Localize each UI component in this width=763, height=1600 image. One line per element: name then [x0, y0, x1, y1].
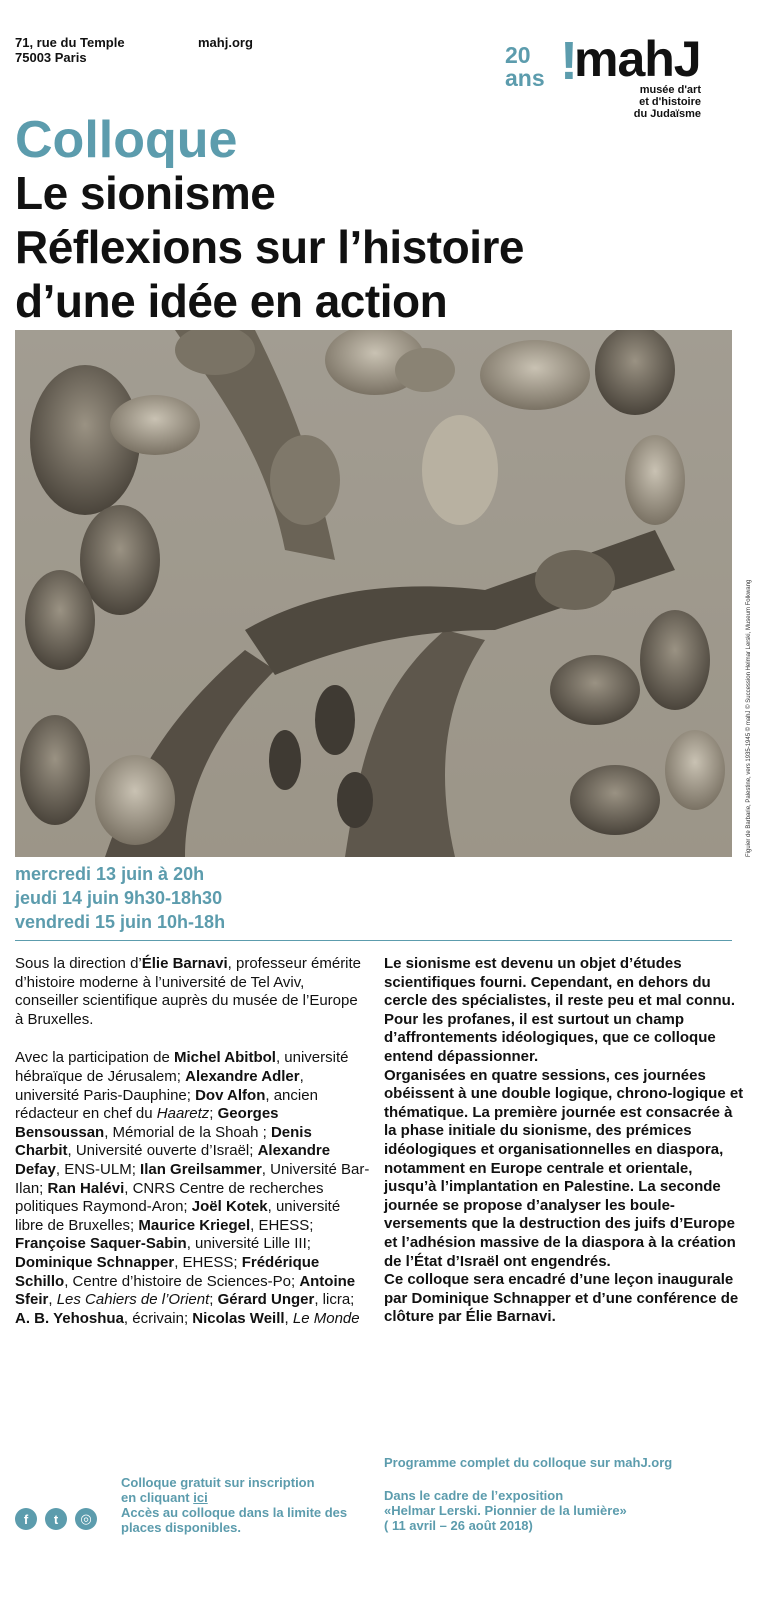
- participant-affiliation: , Université ouverte d’Israël;: [67, 1142, 258, 1160]
- access-line-2: places disponibles.: [121, 1520, 241, 1535]
- cactus-image: [15, 330, 732, 857]
- participant-name: Antoine Sfeir: [15, 1272, 356, 1309]
- participant-affiliation: ,: [284, 1309, 293, 1327]
- director-name: Élie Barnavi: [141, 955, 228, 972]
- speakers-column: [15, 955, 370, 1328]
- address-line-2: 75003 Paris: [15, 50, 87, 65]
- free-line-2: [121, 1490, 347, 1505]
- logo-sub-2: et d'histoire: [639, 96, 701, 108]
- title-line-1: Le sionisme: [15, 167, 276, 219]
- participant-affiliation: , EHESS;: [250, 1216, 314, 1234]
- exhibition-context: [384, 1488, 627, 1533]
- participant-affiliation: , université Lille III;: [186, 1235, 311, 1253]
- participation-intro: Avec la participation de: [15, 1049, 174, 1067]
- participant-affiliation: , licra;: [314, 1291, 355, 1309]
- participant-affiliation: ,: [48, 1291, 57, 1309]
- participant-name: Joël Kotek: [191, 1198, 268, 1216]
- divider-rule: [15, 940, 732, 941]
- participant-publication: Le Monde: [292, 1309, 360, 1327]
- instagram-icon[interactable]: ◎: [75, 1508, 97, 1530]
- direction-pre: Sous la direction d’: [15, 955, 142, 972]
- participant-name: Michel Abitbol: [174, 1049, 276, 1067]
- participant-affiliation: , EHESS;: [174, 1253, 242, 1271]
- participant-affiliation: , Centre d’histoire de Sciences-Po;: [64, 1272, 300, 1290]
- description-p2: Organisées en quatre sessions, ces journées obéissent à une double logique, chrono-logique et thématique. La première journée est consacrée à la phase initiale du sionisme, des prémices idéologiques et organisationnelles en diaspora, notamment en Europe centrale et orientale, jusqu’à l’implantation en Palestine. La seconde journée se propose d’analyser les boule-versements que la destruction des juifs d’Europe et l’adhésion massive de la diaspora à la création de l’État d’Israël ont engendrés.: [384, 1066, 744, 1270]
- twitter-icon[interactable]: t: [45, 1508, 67, 1530]
- social-icons: [15, 1508, 97, 1530]
- participant-publication: Les Cahiers de l’Orient: [56, 1291, 210, 1309]
- participant-name: Nicolas Weill: [192, 1309, 285, 1327]
- participant-separator: ;: [209, 1291, 218, 1309]
- participant-name: Frédérique Schillo: [15, 1253, 320, 1290]
- free-line-2-pre: en cliquant: [121, 1490, 194, 1505]
- context-line-3: ( 11 avril – 26 août 2018): [384, 1518, 533, 1533]
- logo-exclamation: !: [560, 31, 578, 91]
- event-title: [15, 166, 524, 328]
- participant-name: Dominique Schnapper: [15, 1253, 175, 1271]
- participant-affiliation: , université hébraïque de Jérusalem;: [15, 1049, 349, 1085]
- photo-credit-text: Figuier de Barbarie, Palestine, vers 1935-1945 © mahJ © Succession Helmar Lerski, Museum Folkwang: [746, 579, 752, 857]
- date-line-2: jeudi 14 juin 9h30-18h30: [15, 888, 223, 908]
- context-line-1: Dans le cadre de l’exposition: [384, 1488, 564, 1503]
- participants-paragraph: [15, 1049, 370, 1328]
- context-line-2: «Helmar Lerski. Pionnier de la lumière»: [384, 1503, 627, 1518]
- museum-address: [15, 35, 125, 65]
- direction-paragraph: [15, 955, 370, 1029]
- direction-post: , professeur émérite d’histoire moderne à l’université de Tel Aviv, conseiller scientifique auprès du musée de l’Europe à Bruxelles.: [15, 955, 362, 1028]
- participant-name: Gérard Unger: [217, 1291, 315, 1309]
- participant-separator: ;: [209, 1105, 218, 1123]
- event-dates: [15, 862, 225, 934]
- participant-name: A. B. Yehoshua: [15, 1309, 124, 1327]
- participant-name: Maurice Kriegel: [138, 1216, 251, 1234]
- participant-affiliation: , CNRS Centre de recherches politiques Raymond-Aron;: [15, 1179, 324, 1216]
- participant-name: Dov Alfon: [195, 1086, 266, 1104]
- participant-affiliation: , université libre de Bruxelles;: [15, 1198, 341, 1234]
- participant-name: Françoise Saquer-Sabin: [15, 1235, 187, 1253]
- participant-name: Georges Bensoussan: [15, 1105, 279, 1141]
- participant-name: Ran Halévi: [47, 1179, 125, 1197]
- logo-sub-1: musée d'art: [639, 84, 701, 96]
- registration-info: [121, 1475, 347, 1535]
- logo-brand: mahJ: [574, 31, 701, 87]
- participant-name: Alexandre Defay: [15, 1142, 331, 1178]
- free-line-1: Colloque gratuit sur inscription: [121, 1475, 315, 1490]
- participant-affiliation: , ENS-ULM;: [55, 1160, 141, 1178]
- date-line-3: vendredi 15 juin 10h-18h: [15, 912, 226, 932]
- title-line-3: d’une idée en action: [15, 275, 448, 327]
- participant-affiliation: , Mémorial de la Shoah ;: [104, 1123, 271, 1141]
- logo-subtitle: [573, 84, 701, 120]
- description-p1: Le sionisme est devenu un objet d’études scientifiques fourni. Cependant, en dehors du cercle des spécialistes, il reste peu et mal connu. Pour les profanes, il est surtout un champ d’affrontements idéologiques, que ce colloque entend dépassionner.: [384, 955, 735, 1065]
- cactus-photograph: [15, 330, 732, 857]
- logo-years: [505, 44, 545, 90]
- website-link[interactable]: mahj.org: [198, 35, 253, 50]
- access-line-1: Accès au colloque dans la limite des: [121, 1505, 348, 1520]
- logo-years-number: 20: [505, 42, 531, 68]
- participant-publication: Haaretz: [156, 1105, 210, 1123]
- description-column: [384, 955, 744, 1327]
- description-p3: Ce colloque sera encadré d’une leçon inaugurale par Dominique Schnapper et d’une conférence de clôture par Élie Barnavi.: [384, 1271, 739, 1326]
- mahj-logo[interactable]: [505, 31, 745, 126]
- participant-name: Alexandre Adler: [185, 1067, 300, 1085]
- event-kicker: Colloque: [15, 111, 238, 169]
- logo-years-word: ans: [505, 65, 545, 91]
- photo-credit: [735, 545, 752, 857]
- date-line-1: mercredi 13 juin à 20h: [15, 864, 205, 884]
- title-line-2: Réflexions sur l’histoire: [15, 221, 524, 273]
- registration-link[interactable]: ici: [193, 1490, 208, 1505]
- programme-link[interactable]: Programme complet du colloque sur mahJ.org: [384, 1455, 673, 1470]
- participant-name: Denis Charbit: [15, 1123, 312, 1160]
- participant-name: Ilan Greilsammer: [140, 1160, 262, 1178]
- participant-affiliation: , université Paris-Dauphine;: [15, 1067, 304, 1104]
- participant-affiliation: , ancien rédacteur en chef du: [15, 1086, 318, 1123]
- facebook-icon[interactable]: f: [15, 1508, 37, 1530]
- address-line-1: 71, rue du Temple: [15, 35, 125, 50]
- participant-affiliation: , Université Bar-Ilan;: [15, 1160, 370, 1197]
- participant-affiliation: , écrivain;: [123, 1309, 193, 1327]
- logo-sub-3: du Judaïsme: [633, 108, 701, 120]
